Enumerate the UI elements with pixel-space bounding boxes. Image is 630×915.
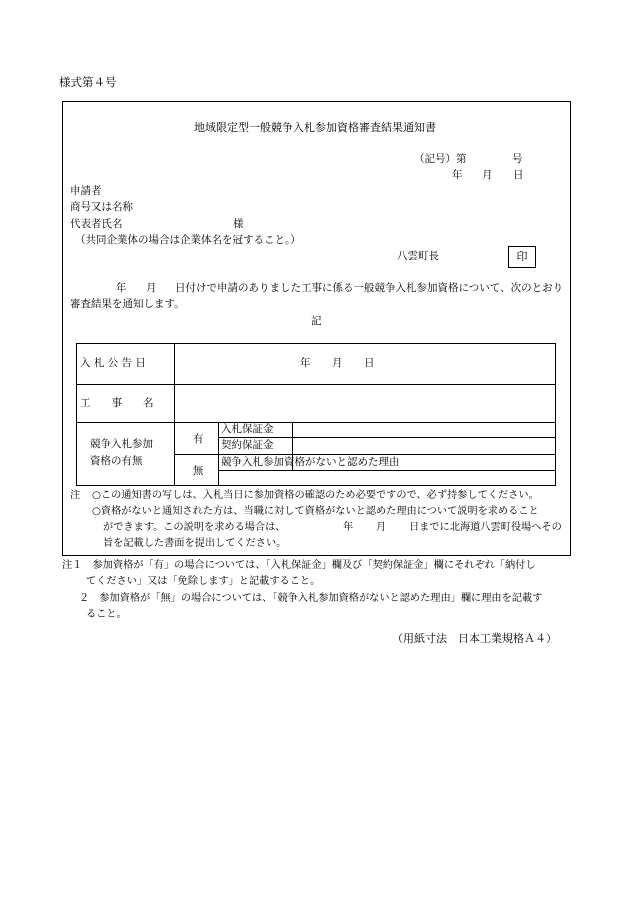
- representative-label: 代表者氏名: [70, 218, 123, 230]
- inner-note-2b-rest: 日までに北海道八雲町役場へその: [409, 522, 562, 533]
- inner-note-2c: 旨を記載した書面を提出してください。: [103, 538, 287, 549]
- inner-note-prefix: 注: [70, 490, 81, 501]
- bid-bond-label: 入札保証金: [221, 423, 274, 435]
- form-number: 様式第４号: [59, 75, 117, 89]
- announce-date-label: 入 札 公 告 日: [80, 357, 146, 369]
- inner-note-2b-year: 年: [343, 522, 354, 533]
- body-year: 年: [116, 282, 127, 294]
- qualification-label-2: 資格の有無: [90, 455, 143, 467]
- outer-note-2a: ２ 参加資格が「無」の場合については、「競争入札参加資格がないと認めた理由」欄に理由を記載す: [79, 593, 543, 604]
- announce-year: 年: [300, 357, 311, 369]
- qualified-no: 無: [193, 465, 204, 477]
- work-name-label: 工 事 名: [80, 397, 154, 409]
- paper-size-note: （用紙寸法 日本工業規格Ａ４）: [392, 632, 557, 645]
- applicant-label: 申請者: [70, 185, 102, 197]
- trade-name-label: 商号又は名称: [70, 201, 133, 213]
- record-suffix: 号: [512, 153, 523, 165]
- date-year: 年: [452, 169, 463, 181]
- inner-note-1: ○この通知書の写しは、入札当日に参加資格の確認のため必要ですので、必ず持参してください。: [92, 490, 539, 501]
- seal-box: 印: [508, 246, 536, 268]
- outer-note-1a: 注１ 参加資格が「有」の場合については、「入札保証金」欄及び「契約保証金」欄にそれぞれ「納付し: [62, 560, 536, 571]
- date-day: 日: [513, 169, 524, 181]
- notice-frame: [62, 101, 571, 556]
- body-month: 月: [146, 282, 157, 294]
- honorific: 様: [233, 218, 244, 230]
- record-label: （記号）第: [414, 153, 467, 165]
- contract-bond-label: 契約保証金: [221, 439, 274, 451]
- document-title: 地域限定型一般競争入札参加資格審査結果通知書: [194, 121, 436, 134]
- body-text-2: 審査結果を通知します。: [70, 298, 185, 310]
- date-month: 月: [482, 169, 493, 181]
- mayor-title: 八雲町長: [397, 250, 439, 262]
- body-text-1: 日付けで申請のありました工事に係る一般競争入札参加資格について、次のとおり: [175, 282, 564, 294]
- no-reason-label: 競争入札参加資格がないと認めた理由: [221, 456, 400, 468]
- announce-day: 日: [364, 357, 375, 369]
- qualification-label-1: 競争入札参加: [90, 438, 153, 450]
- joint-venture-note: （共同企業体の場合は企業体名を冠すること。）: [75, 234, 301, 246]
- inner-note-2b-month: 月: [376, 522, 387, 533]
- inner-note-2b: ができます。この説明を求める場合は、: [103, 522, 286, 533]
- qualified-yes: 有: [193, 433, 204, 445]
- announce-month: 月: [332, 357, 343, 369]
- outer-note-1b: てください」又は「免除します」と記載すること。: [86, 576, 321, 587]
- inner-note-2a: ○資格がないと通知された方は、当職に対して資格がないと認めた理由について説明を求めること: [92, 506, 539, 517]
- ki-marker: 記: [311, 315, 322, 327]
- outer-note-2b: ること。: [86, 609, 127, 620]
